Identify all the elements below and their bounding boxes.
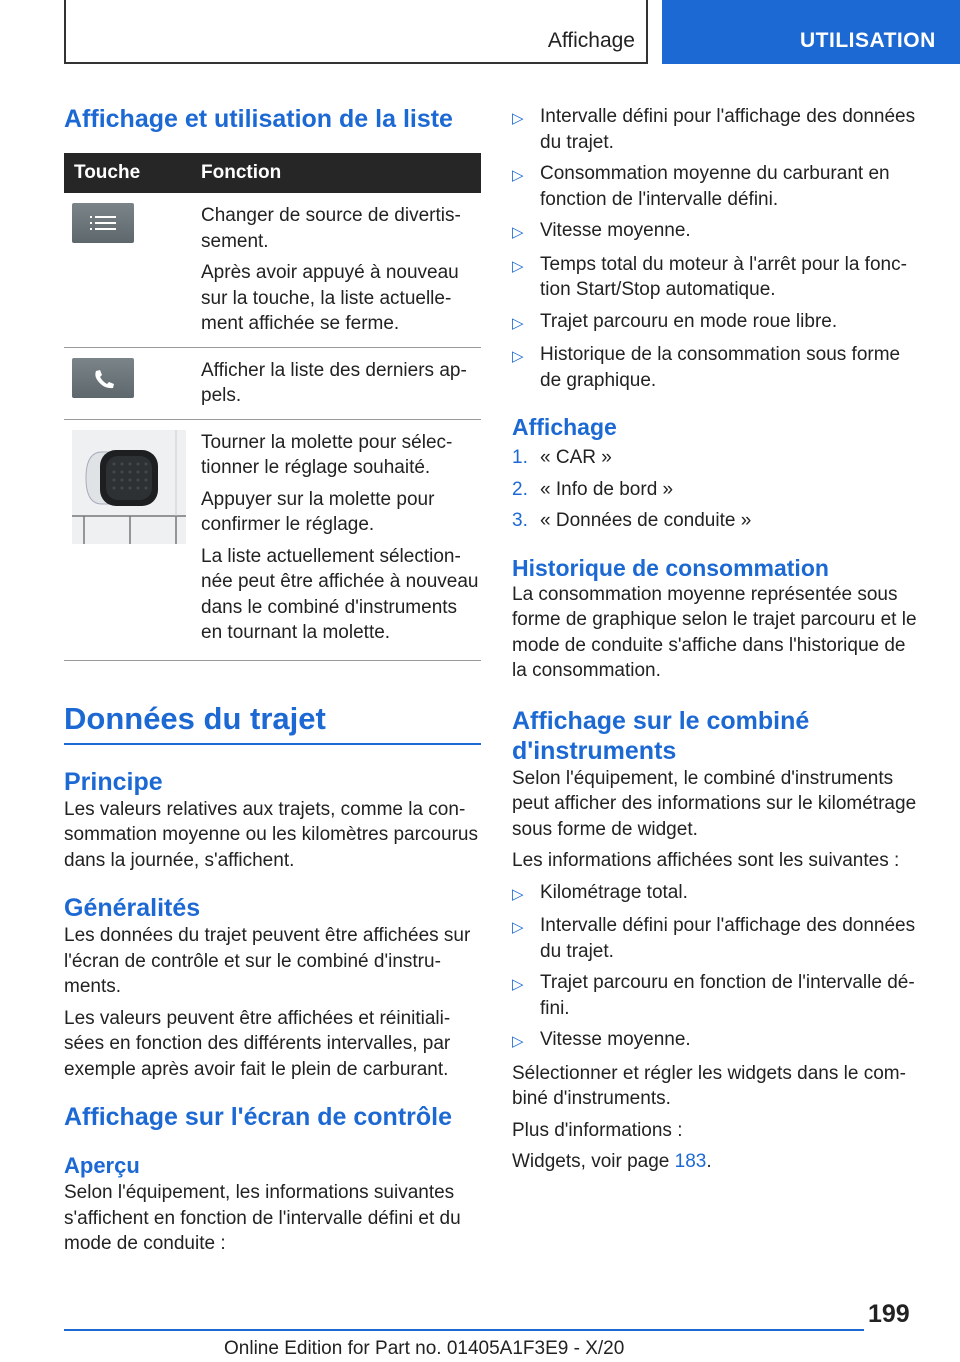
function-table bbox=[64, 153, 481, 661]
page-number: 199 bbox=[868, 1300, 910, 1328]
triangle-bullet-icon: ▷ bbox=[512, 348, 524, 365]
row-text: Après avoir appuyé à nouveau sur la touche, la liste actuellement affichée se ferme. bbox=[201, 262, 459, 334]
list-item: ▷ Temps total du moteur à l'arrêt pour la fonction Start/Stop automatique. bbox=[512, 252, 922, 303]
list-item: 3. « Données de conduite » bbox=[512, 510, 752, 531]
combine-title: Affichage sur le combiné d'instruments bbox=[512, 706, 810, 765]
bullet-list-data bbox=[512, 104, 922, 393]
row-text: Appuyer sur la molette pour confirmer le réglage. bbox=[201, 488, 435, 535]
table-row bbox=[64, 193, 481, 348]
table-header-function: Fonction bbox=[201, 162, 282, 183]
list-item: ▷ Historique de la consommation sous forme de graphique. bbox=[512, 342, 922, 393]
bullet-list-widget bbox=[512, 880, 922, 1055]
row-text: La liste actuellement sélectionnée peut être affichée à nouveau dans le combiné d'instruments en tournant la molette. bbox=[201, 545, 479, 643]
list-item: ▷ Kilométrage total. bbox=[512, 880, 922, 908]
list-item: ▷ Trajet parcouru en fonction de l'intervalle défini. bbox=[512, 970, 922, 1021]
left-column bbox=[64, 100, 481, 1257]
list-section-title: Affichage et utilisation de la liste bbox=[64, 105, 453, 133]
triangle-bullet-icon: ▷ bbox=[512, 919, 524, 936]
list-item: ▷ Vitesse moyenne. bbox=[512, 218, 922, 246]
right-column bbox=[512, 104, 922, 1175]
historique-title: Historique de consommation bbox=[512, 554, 829, 581]
footer-divider bbox=[64, 1329, 864, 1331]
row-text: Afficher la liste des derniers appels. bbox=[201, 359, 467, 406]
table-header bbox=[64, 153, 481, 193]
triangle-bullet-icon: ▷ bbox=[512, 224, 524, 241]
list-item: 1. « CAR » bbox=[512, 447, 612, 468]
affichage-title: Affichage bbox=[512, 414, 617, 440]
combine-paragraph: Les informations affichées sont les suivantes : bbox=[512, 850, 900, 871]
table-row bbox=[64, 348, 481, 420]
table-header-key: Touche bbox=[74, 162, 141, 183]
list-item: ▷ Vitesse moyenne. bbox=[512, 1027, 922, 1055]
apercu-title: Aperçu bbox=[64, 1153, 140, 1178]
historique-text: La consommation moyenne représentée sous forme de graphique selon le trajet parcouru et le mode de conduite s'affiche dans l'historique de la consommation. bbox=[512, 583, 917, 681]
list-item: ▷ Consommation moyenne du carburant en fonction de l'intervalle défini. bbox=[512, 161, 922, 212]
list-item: ▷ Intervalle défini pour l'affichage des données du trajet. bbox=[512, 913, 922, 964]
footer-edition: Online Edition for Part no. 01405A1F3E9 - X/20 bbox=[224, 1338, 625, 1359]
generalites-title: Généralités bbox=[64, 894, 201, 922]
header-section: Affichage bbox=[547, 29, 635, 52]
generalites-paragraph: Les données du trajet peuvent être affichées sur l'écran de contrôle et sur le combiné d'instruments. bbox=[64, 925, 471, 997]
row-text: Changer de source de divertissement. bbox=[201, 205, 461, 252]
apercu-text: Selon l'équipement, les informations suivantes s'affichent en fonction de l'intervalle défini et du mode de conduite : bbox=[64, 1182, 461, 1254]
phone-icon bbox=[72, 358, 134, 398]
triangle-bullet-icon: ▷ bbox=[512, 1033, 524, 1050]
widget-paragraph: Sélectionner et régler les widgets dans le combiné d'instruments. bbox=[512, 1062, 906, 1109]
main-title-block bbox=[64, 701, 481, 745]
row-text: Tourner la molette pour sélectionner le réglage souhaité. bbox=[201, 431, 453, 478]
triangle-bullet-icon: ▷ bbox=[512, 885, 524, 903]
list-item: 2. « Info de bord » bbox=[512, 478, 674, 500]
header-chapter-tab[interactable]: UTILISATION bbox=[662, 0, 960, 64]
triangle-bullet-icon: ▷ bbox=[512, 976, 524, 993]
triangle-bullet-icon: ▷ bbox=[512, 314, 524, 332]
principe-text: Les valeurs relatives aux trajets, comme la consommation moyenne ou les kilomètres parcourus dans la journée, s'affichent. bbox=[64, 798, 478, 871]
controller-wheel-icon bbox=[72, 430, 186, 544]
page-reference-link[interactable]: 183 bbox=[674, 1151, 707, 1172]
triangle-bullet-icon: ▷ bbox=[512, 257, 524, 275]
ecran-title: Affichage sur l'écran de contrôle bbox=[64, 1103, 452, 1131]
list-icon bbox=[72, 203, 134, 243]
main-title: Données du trajet bbox=[64, 700, 326, 736]
table-row bbox=[64, 420, 481, 661]
triangle-bullet-icon: ▷ bbox=[512, 110, 524, 127]
steps-list bbox=[512, 445, 922, 534]
more-info-label: Plus d'informations : bbox=[512, 1119, 683, 1141]
principe-title: Principe bbox=[64, 767, 163, 796]
combine-paragraph: Selon l'équipement, le combiné d'instruments peut afficher des informations sur le kilométrage sous forme de widget. bbox=[512, 767, 917, 840]
triangle-bullet-icon: ▷ bbox=[512, 167, 524, 184]
list-item: ▷ Trajet parcouru en mode roue libre. bbox=[512, 309, 922, 337]
page-reference: Widgets, voir page 183. bbox=[512, 1151, 712, 1172]
list-item: ▷ Intervalle défini pour l'affichage des données du trajet. bbox=[512, 104, 922, 155]
generalites-paragraph: Les valeurs peuvent être affichées et réinitialisées en fonction des différents intervalles, par exemple après avoir fait le plein de carburant. bbox=[64, 1007, 451, 1080]
